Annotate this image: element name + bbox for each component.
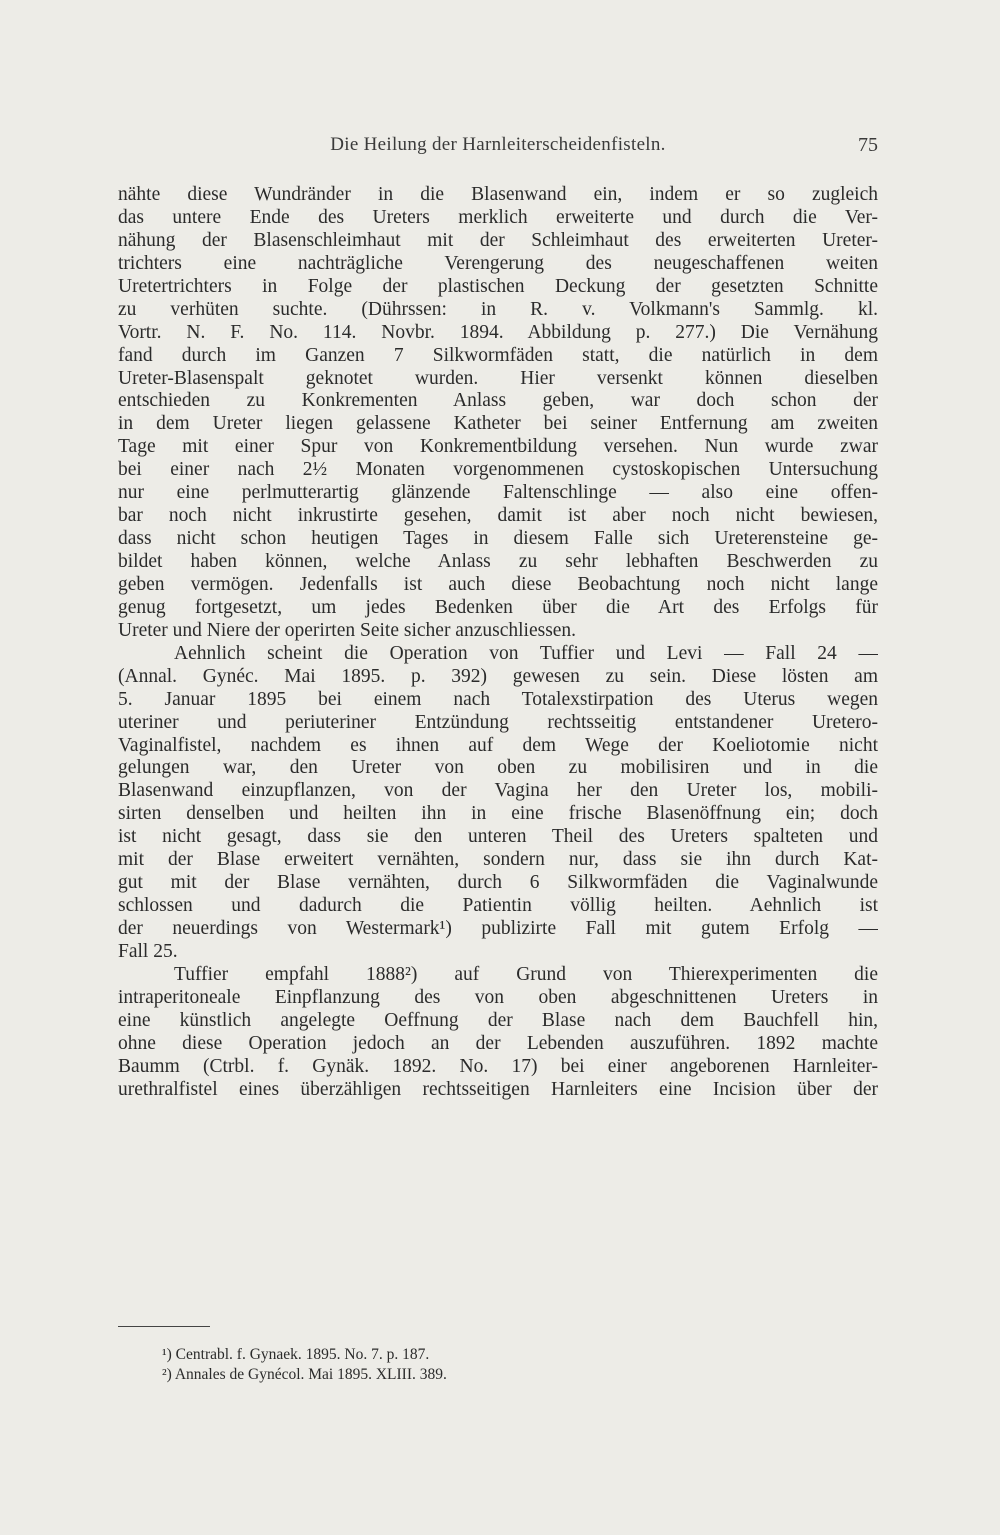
text-line: ohne diese Operation jedoch an der Lebenden auszuführen. 1892 machte: [118, 1032, 878, 1054]
text-line: Tuffier empfahl 1888²) auf Grund von Thierexperimenten die: [174, 963, 878, 985]
footnotes: [162, 1345, 662, 1385]
text-line: Ureter-Blasenspalt geknotet wurden. Hier versenkt können dieselben: [118, 367, 878, 389]
text-line: Baumm (Ctrbl. f. Gynäk. 1892. No. 17) bei einer angeborenen Harnleiter-: [118, 1055, 878, 1077]
page-number: 75: [858, 134, 878, 156]
text-line: sirten denselben und heilten ihn in eine frische Blasenöffnung ein; doch: [118, 803, 878, 825]
text-line: intraperitoneale Einpflanzung des von oben abgeschnittenen Ureters in: [118, 986, 878, 1008]
text-line: Vortr. N. F. No. 114. Novbr. 1894. Abbildung p. 277.) Die Vernähung: [118, 321, 878, 343]
text-line: entschieden zu Konkrementen Anlass geben, war doch schon der: [118, 390, 878, 412]
text-line: nähung der Blasenschleimhaut mit der Schleimhaut des erweiterten Ureter-: [118, 229, 878, 251]
text-line: geben vermögen. Jedenfalls ist auch diese Beobachtung noch nicht lange: [118, 573, 878, 595]
text-line: nähte diese Wundränder in die Blasenwand ein, indem er so zugleich: [118, 184, 878, 205]
text-line: (Annal. Gynéc. Mai 1895. p. 392) gewesen zu sein. Diese lösten am: [118, 665, 878, 687]
text-line: Tage mit einer Spur von Konkrementbildung versehen. Nun wurde zwar: [118, 436, 878, 458]
running-head: [118, 134, 878, 162]
text-line: dass nicht schon heutigen Tages in diesem Falle sich Ureterensteine ge-: [118, 528, 878, 550]
text-line: bar noch nicht inkrustirte gesehen, damit ist aber noch nicht bewiesen,: [118, 505, 878, 527]
footnote-1: ¹) Centrabl. f. Gynaek. 1895. No. 7. p. 187.: [162, 1346, 430, 1363]
text-line: schlossen und dadurch die Patientin völlig heilten. Aehnlich ist: [118, 895, 878, 917]
text-line: nur eine perlmutterartig glänzende Faltenschlinge — also eine offen-: [118, 482, 878, 504]
text-line: urethralfistel eines überzähligen rechtsseitigen Harnleiters eine Incision über der: [118, 1078, 878, 1100]
text-line: Blasenwand einzupflanzen, von der Vagina her den Ureter los, mobili-: [118, 780, 878, 802]
text-line: 5. Januar 1895 bei einem nach Totalexstirpation des Uterus wegen: [118, 688, 878, 710]
text-line: gut mit der Blase vernähten, durch 6 Silkwormfäden die Vaginalwunde: [118, 872, 878, 894]
text-line: mit der Blase erweitert vernähten, sondern nur, dass sie ihn durch Kat-: [118, 849, 878, 871]
text-line: gelungen war, den Ureter von oben zu mobilisiren und in die: [118, 757, 878, 779]
text-line: in dem Ureter liegen gelassene Katheter bei seiner Entfernung am zweiten: [118, 413, 878, 435]
text-line: eine künstlich angelegte Oeffnung der Blase nach dem Bauchfell hin,: [118, 1009, 878, 1031]
text-line: zu verhüten suchte. (Dührssen: in R. v. Volkmann's Sammlg. kl.: [118, 298, 878, 320]
body-text: [118, 184, 878, 1102]
text-line: der neuerdings von Westermark¹) publizirte Fall mit gutem Erfolg —: [118, 918, 878, 939]
text-line: bildet haben können, welche Anlass zu sehr lebhaften Beschwerden zu: [118, 551, 878, 572]
text-line: Uretertrichters in Folge der plastischen Deckung der gesetzten Schnitte: [118, 275, 878, 297]
running-title: Die Heilung der Harnleiterscheidenfisteln.: [330, 134, 666, 155]
footnote-divider: [118, 1326, 210, 1327]
text-line: fand durch im Ganzen 7 Silkwormfäden statt, die natürlich in dem: [118, 344, 878, 366]
text-line: Vaginalfistel, nachdem es ihnen auf dem Wege der Koeliotomie nicht: [118, 734, 878, 756]
text-line: bei einer nach 2½ Monaten vorgenommenen cystoskopischen Untersuchung: [118, 459, 878, 481]
text-line: ist nicht gesagt, dass sie den unteren Theil des Ureters spalteten und: [118, 826, 878, 848]
footnote-2: ²) Annales de Gynécol. Mai 1895. XLIII. 389.: [162, 1366, 447, 1383]
text-line: das untere Ende des Ureters merklich erweiterte und durch die Ver-: [118, 206, 878, 228]
text-line: genug fortgesetzt, um jedes Bedenken über die Art des Erfolgs für: [118, 596, 878, 618]
text-line: Ureter und Niere der operirten Seite sicher anzuschliessen.: [118, 619, 577, 641]
text-line: Fall 25.: [118, 940, 178, 962]
text-line: Aehnlich scheint die Operation von Tuffier und Levi — Fall 24 —: [174, 642, 878, 664]
text-line: uteriner und periuteriner Entzündung rechtsseitig entstandener Uretero-: [118, 711, 878, 733]
text-line: trichters eine nachträgliche Verengerung des neugeschaffenen weiten: [118, 252, 878, 274]
